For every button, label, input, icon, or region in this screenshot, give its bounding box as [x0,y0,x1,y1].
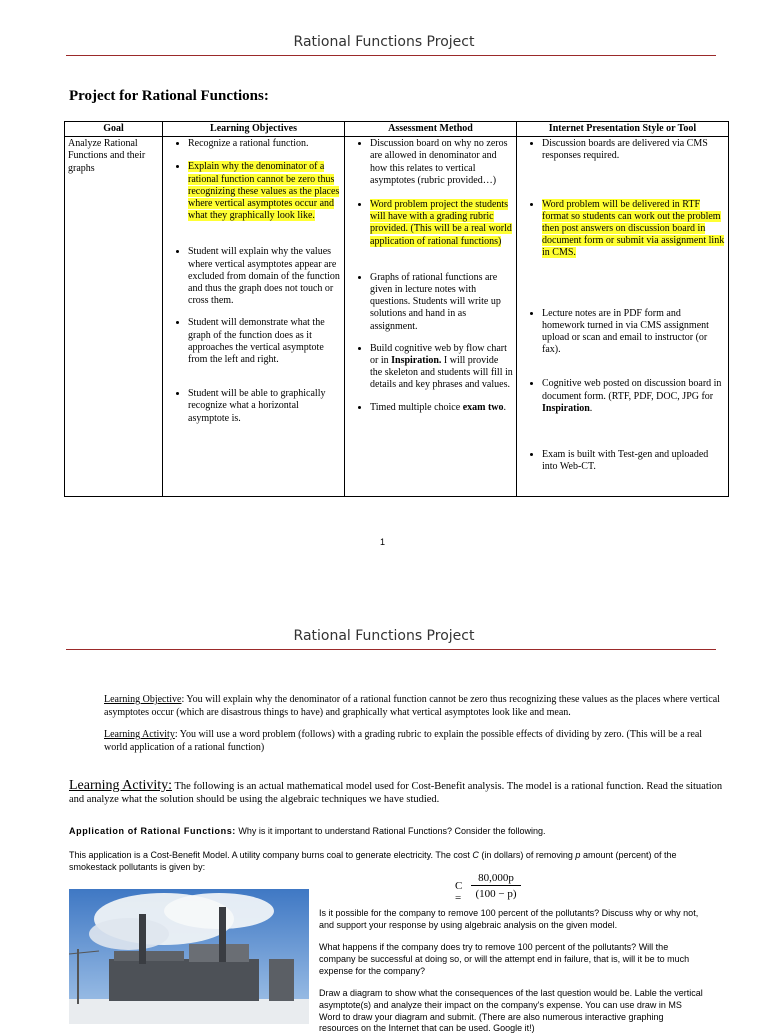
header-rule [66,649,716,650]
cost-benefit-paragraph: This application is a Cost-Benefit Model. A utility company burns coal to generate electricity. The cost C (in dollars) of removing p amount (percent) of the smokestack pollutants is given by: [69,850,677,872]
objective-label: Learning Objective [104,694,182,705]
objective-item: • Student will explain why the values where vertical asymptotes appear are excluded from domain of the function and thus the graph does not touch or cross them. [188,246,341,307]
objective-item: • Student will be able to graphically recognize what a horizontal asymptote is. [188,388,341,425]
goal-cell: Analyze Rational Functions and their graphs [65,137,163,497]
tool-item: • Lecture notes are in PDF form and homework turned in via CMS assignment upload or scan and email to instructor (or fax). [542,308,725,357]
column-header: Goal [65,122,163,137]
power-plant-photo [69,889,309,1024]
assessment-item: • Build cognitive web by flow chart or in Inspiration. I will provide the skeleton and students will fill in details and key phrases and values. [370,343,513,392]
objectives-cell [163,137,345,497]
question-1: Is it possible for the company to remove 100 percent of the pollutants? Discuss why or why not, and support your response by using algebraic analysis on the given model. [319,908,699,930]
page-gap [0,580,768,610]
header-rule [66,55,716,56]
tool-item: • Discussion boards are delivered via CMS responses required. [542,138,725,162]
column-header: Assessment Method [345,122,517,137]
power-plant-image [69,889,309,1024]
tool-item: • Cognitive web posted on discussion board in document form. (RTF, PDF, DOC, JPG for Inspiration. [542,378,725,415]
question-3: Draw a diagram to show what the consequences of the last question would be. Lable the vertical asymptote(s) and analyze their impact on the company's expense. You can use draw in MS Word to draw your diagram and submit. (There are also numerous interactive graphing resources on the Internet that can be used. Google it!) [319,988,703,1034]
objectives-table [64,121,729,497]
learning-objective-paragraph: Learning Objective: You will explain why the denominator of a rational function cannot be zero thus recognizing these values as the places where vertical asymptotes occur (which are disastrous things to have) and graphically what vertical asymptotes look like and mean. [104,694,720,718]
tools-cell [517,137,729,497]
formula-denominator: (100 − p) [475,888,517,900]
column-header: Learning Objectives [163,122,345,137]
tool-item: • Exam is built with Test-gen and uploaded into Web-CT. [542,449,725,473]
formula-numerator: 80,000p [471,872,521,886]
formula-lhs: C = [455,880,463,904]
page-header: Rational Functions Project [293,628,475,644]
assessment-item: • Word problem project the students will have with a grading rubric provided. (This will be a real world application of rational functions) [370,199,513,248]
objective-item: • Student will demonstrate what the graph of the function does as it approaches the vertical asymptote from the left and right. [188,317,341,366]
section-heading: Project for Rational Functions: [69,88,269,104]
table-header-row [65,122,729,137]
objective-item: • Recognize a rational function. [188,138,341,150]
assessment-cell [345,137,517,497]
activity-label: Learning Activity [104,729,175,740]
learning-activity-intro: Learning Activity: The following is an actual mathematical model used for Cost-Benefit analysis. The model is a rational function. Read the situation and analyze what the solution should be using the algebraic techniques we have studied. [69,778,723,805]
application-heading: Application of Rational Functions: Why is it important to understand Rational Functions? Consider the following. [69,826,546,836]
learning-activity-label: Learning Activity: [69,778,173,793]
tool-item: • Word problem will be delivered in RTF format so students can work out the problem then post answers on discussion board in document form or submit via assignment link in CMS. [542,199,725,260]
assessment-item: • Discussion board on why no zeros are allowed in denominator and how this relates to vertical asymptotes (rubric provided…) [370,138,513,187]
objective-item: • Explain why the denominator of a rational function cannot be zero thus recognizing these values as the places where vertical asymptotes occur and what they graphically look like. [188,161,341,222]
question-2: What happens if the company does try to remove 100 percent of the pollutants? Will the company be successful at doing so, or will the attempt end in failure, that is, will it be to much expense for the company? [319,942,690,976]
column-header: Internet Presentation Style or Tool [517,122,729,137]
page-number: 1 [380,537,386,547]
assessment-item: • Graphs of rational functions are given in lecture notes with questions. Students will write up solutions and hand in as assignment. [370,272,513,333]
assessment-item: • Timed multiple choice exam two. [370,402,513,414]
table-row [65,137,729,497]
learning-activity-paragraph: Learning Activity: You will use a word problem (follows) with a grading rubric to explain the possible effects of dividing by zero. (This will be a real world application of a rational function) [104,729,703,753]
page-header: Rational Functions Project [293,34,475,50]
